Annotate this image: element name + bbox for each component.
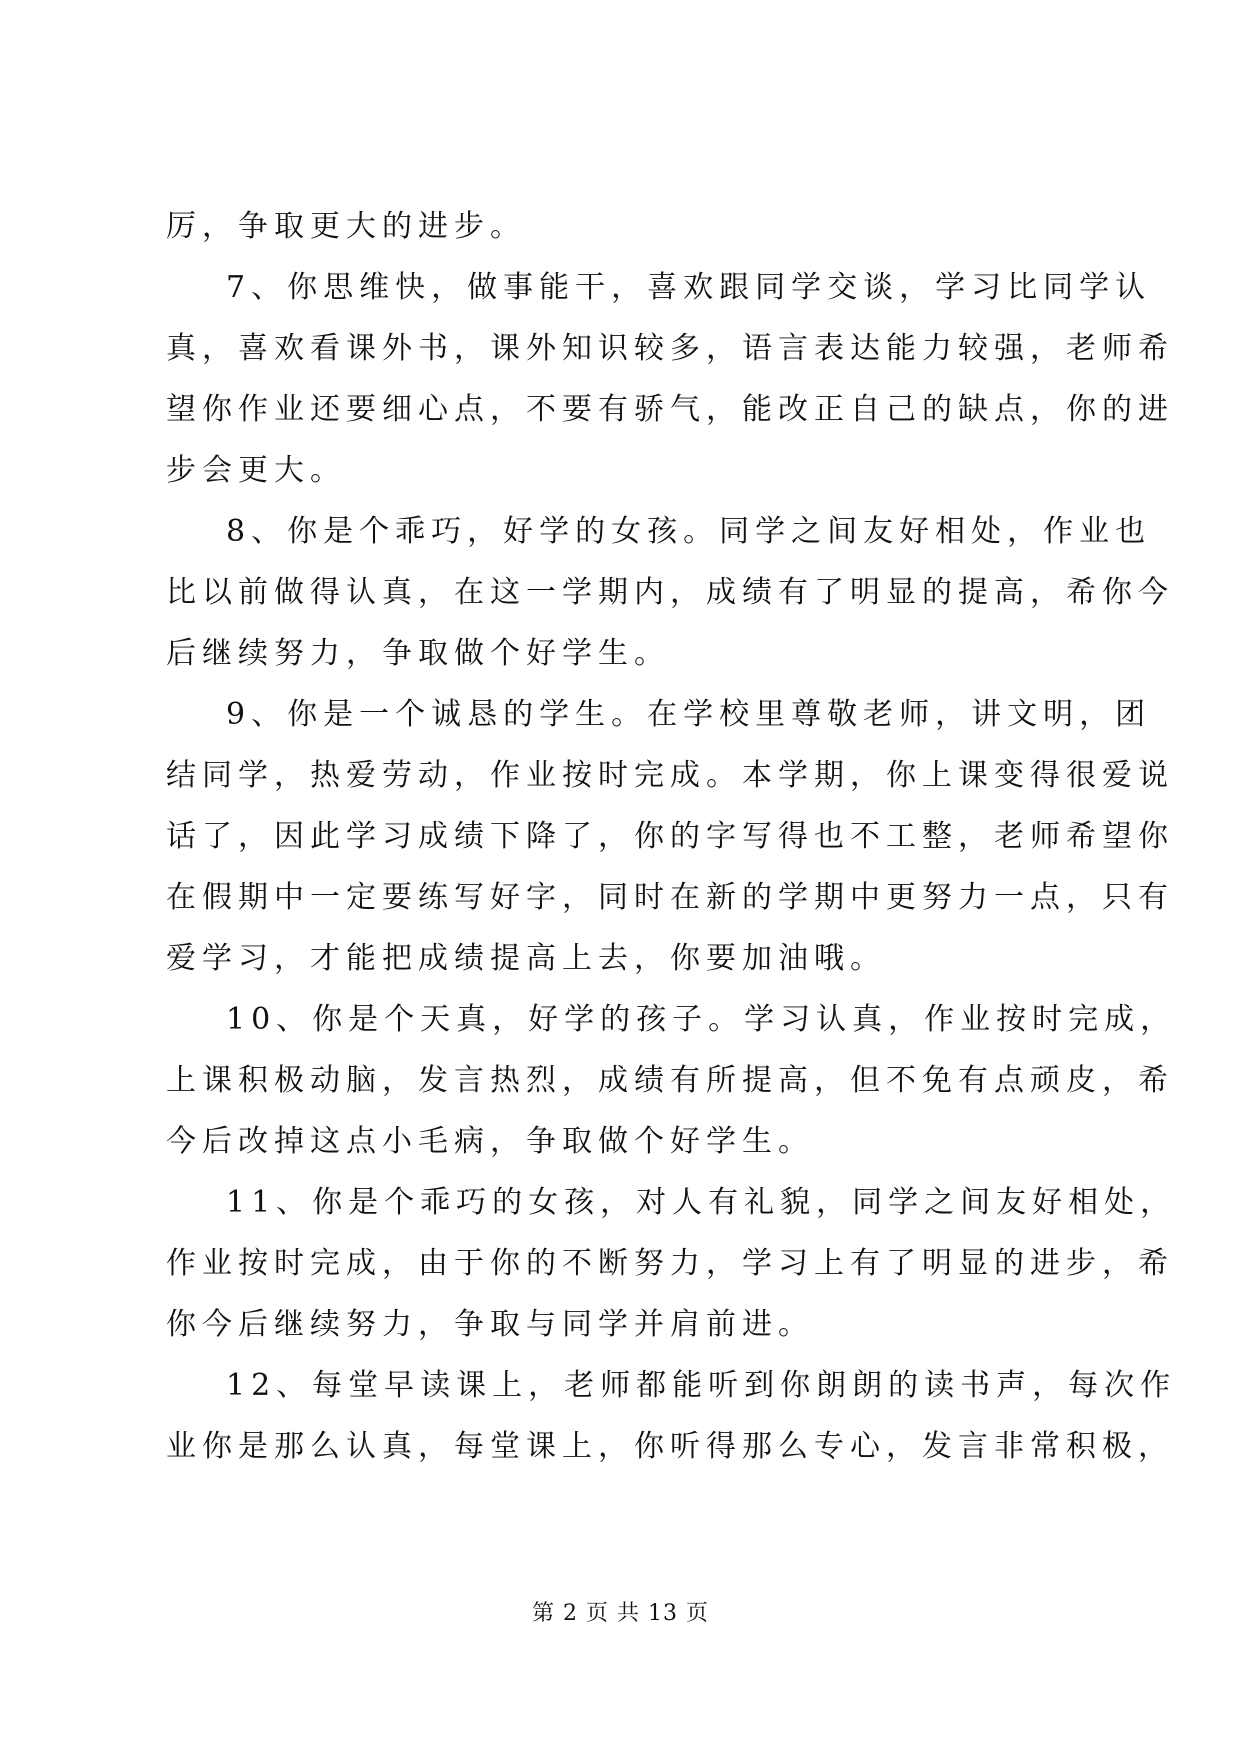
text-line: 今后改掉这点小毛病，争取做个好学生。 — [166, 1124, 814, 1159]
text-line: 话了，因此学习成绩下降了，你的字写得也不工整，老师希望你 — [166, 819, 1174, 854]
text-line: 10、你是个天真，好学的孩子。学习认真，作业按时完成， — [226, 1002, 1177, 1037]
text-line: 真，喜欢看课外书，课外知识较多，语言表达能力较强，老师希 — [166, 331, 1174, 366]
text-line: 上课积极动脑，发言热烈，成绩有所提高，但不免有点顽皮，希 — [166, 1063, 1174, 1098]
text-line: 8、你是个乖巧，好学的女孩。同学之间友好相处，作业也 — [226, 514, 1152, 549]
text-line: 爱学习，才能把成绩提高上去，你要加油哦。 — [166, 941, 886, 976]
text-line: 9、你是一个诚恳的学生。在学校里尊敬老师，讲文明，团 — [226, 697, 1152, 732]
text-line: 12、每堂早读课上，老师都能听到你朗朗的读书声，每次作 — [226, 1368, 1177, 1403]
text-line: 作业按时完成，由于你的不断努力，学习上有了明显的进步，希 — [166, 1246, 1174, 1281]
text-line: 11、你是个乖巧的女孩，对人有礼貌，同学之间友好相处， — [226, 1185, 1177, 1220]
text-line: 结同学，热爱劳动，作业按时完成。本学期，你上课变得很爱说 — [166, 758, 1174, 793]
text-line: 你今后继续努力，争取与同学并肩前进。 — [166, 1307, 814, 1342]
text-line: 后继续努力，争取做个好学生。 — [166, 636, 670, 671]
text-line: 业你是那么认真，每堂课上，你听得那么专心，发言非常积极， — [166, 1429, 1174, 1464]
text-line: 比以前做得认真，在这一学期内，成绩有了明显的提高，希你今 — [166, 575, 1174, 610]
page-footer: 第 2 页 共 13 页 — [532, 1601, 709, 1626]
text-line: 望你作业还要细心点，不要有骄气，能改正自己的缺点，你的进 — [166, 392, 1174, 427]
text-line: 7、你思维快，做事能干，喜欢跟同学交谈，学习比同学认 — [226, 270, 1152, 305]
text-line: 步会更大。 — [166, 453, 346, 488]
text-line: 厉，争取更大的进步。 — [166, 209, 526, 244]
document-body — [166, 196, 1177, 1477]
text-line: 在假期中一定要练写好字，同时在新的学期中更努力一点，只有 — [166, 880, 1174, 915]
